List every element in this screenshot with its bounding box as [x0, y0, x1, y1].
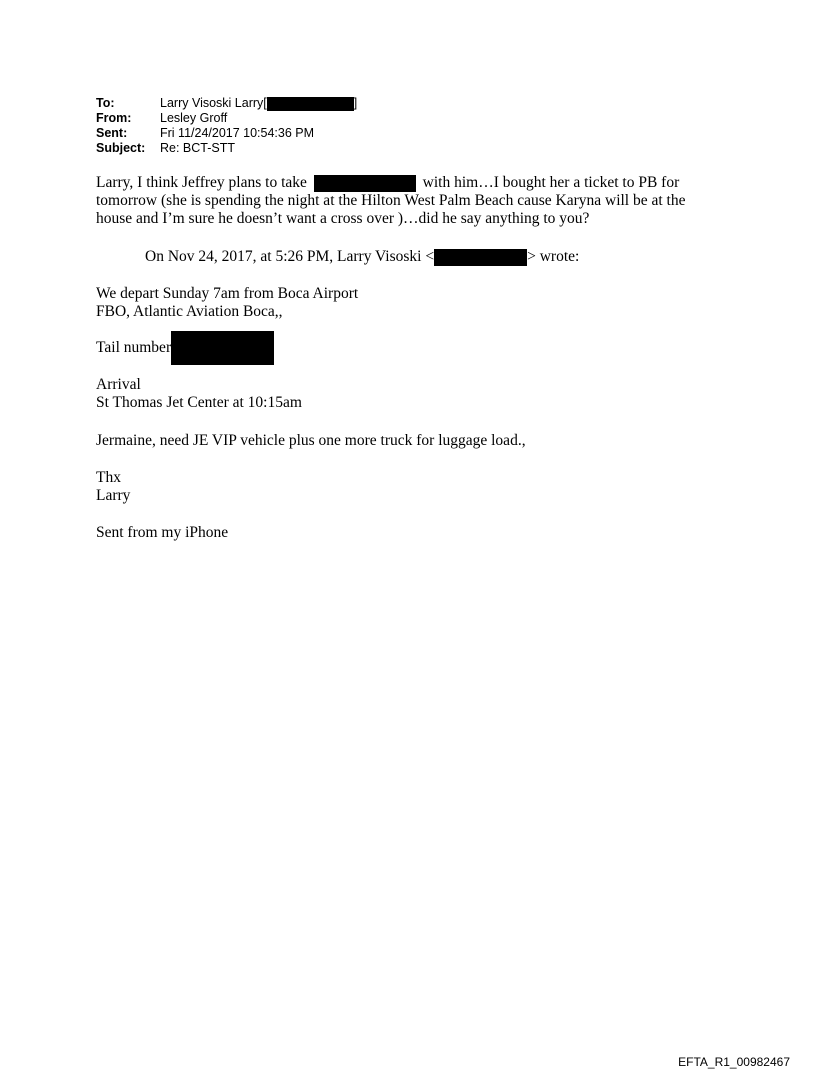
quote-line-a: On Nov 24, 2017, at 5:26 PM, Larry Visoski <	[145, 248, 435, 265]
reply-line-2: tomorrow (she is spending the night at the Hilton West Palm Beach cause Karyna will be at the	[96, 192, 686, 209]
redaction-block	[314, 175, 416, 192]
arrival-line-2: St Thomas Jet Center at 10:15am	[96, 394, 302, 411]
sent-value: Fri 11/24/2017 10:54:36 PM	[160, 126, 315, 140]
signoff	[96, 469, 130, 505]
jermaine-line: Jermaine, need JE VIP vehicle plus one more truck for luggage load.,	[96, 432, 526, 449]
departure-info	[96, 285, 358, 321]
sent-label: Sent:	[96, 126, 128, 140]
reply-line-1a: Larry, I think Jeffrey plans to take	[96, 174, 307, 191]
sent-row	[96, 126, 357, 141]
reply-line-3: house and I’m sure he doesn’t want a cross over )…did he say anything to you?	[96, 210, 590, 227]
to-value: Larry Visoski Larry[	[160, 96, 267, 110]
to-close-bracket: ]	[353, 96, 358, 110]
signoff-line-2: Larry	[96, 487, 131, 504]
tail-label: Tail number	[96, 339, 172, 356]
document-id: EFTA_R1_00982467	[678, 1055, 790, 1069]
redaction-block	[171, 331, 274, 365]
reply-paragraph	[96, 174, 685, 228]
redaction-block	[434, 249, 527, 266]
from-label: From:	[96, 111, 132, 125]
depart-line-1: We depart Sunday 7am from Boca Airport	[96, 285, 359, 302]
to-label: To:	[96, 96, 115, 110]
from-value: Lesley Groff	[160, 111, 228, 125]
tail-number-line	[96, 331, 274, 365]
redaction-block	[267, 97, 354, 111]
to-row	[96, 96, 357, 111]
subject-row	[96, 141, 357, 156]
quote-attribution	[145, 248, 579, 266]
depart-line-2: FBO, Atlantic Aviation Boca,,	[96, 303, 283, 320]
reply-line-1b: with him…I bought her a ticket to PB for	[422, 174, 680, 191]
signoff-line-1: Thx	[96, 469, 121, 486]
sent-from-line: Sent from my iPhone	[96, 524, 229, 541]
quote-line-b: > wrote:	[527, 248, 580, 265]
from-row	[96, 111, 357, 126]
arrival-info	[96, 376, 302, 412]
subject-value: Re: BCT-STT	[160, 141, 236, 155]
arrival-line-1: Arrival	[96, 376, 141, 393]
subject-label: Subject:	[96, 141, 146, 155]
email-header	[96, 96, 357, 156]
